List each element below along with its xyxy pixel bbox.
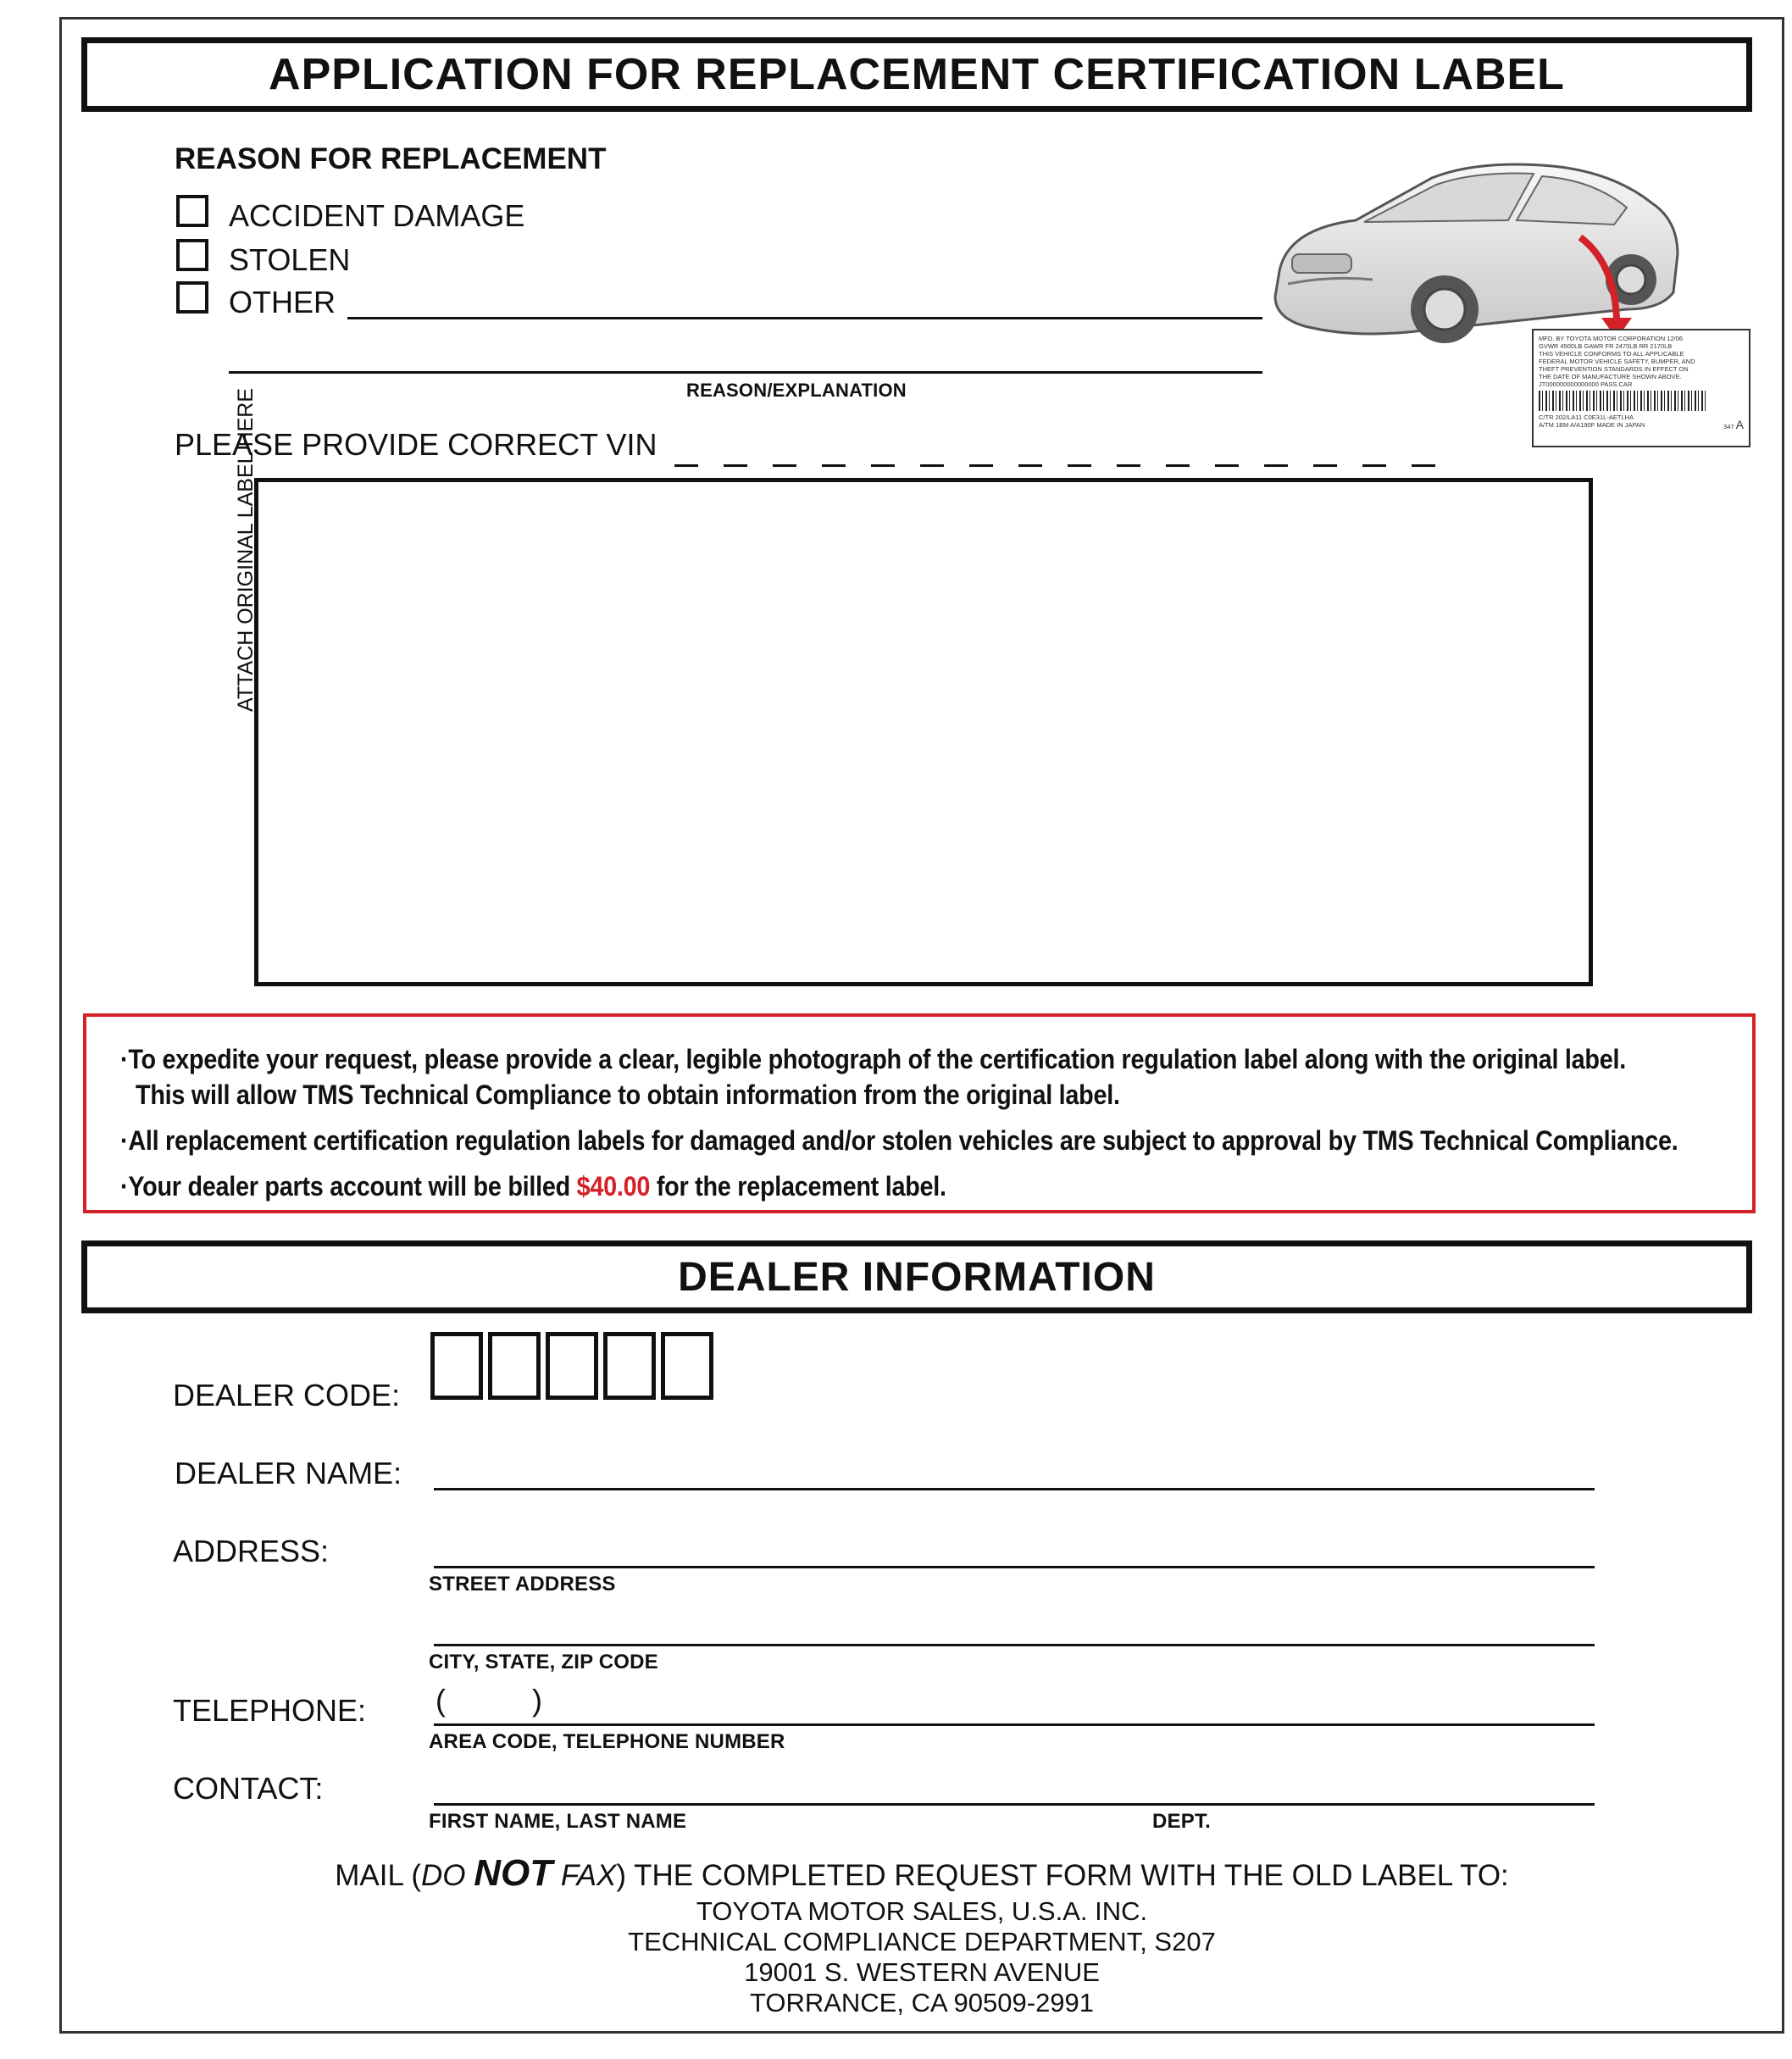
label-line: THE DATE OF MANUFACTURE SHOWN ABOVE.: [1539, 373, 1682, 380]
notice-bullet-3-post: for the replacement label.: [650, 1171, 946, 1202]
other-label: OTHER: [229, 285, 336, 319]
notice-bullet-2: ·All replacement certification regulation labels for damaged and/or stolen vehicles are subject to approval by TMS Technical Compliance.: [120, 1125, 1678, 1156]
street-address-caption: STREET ADDRESS: [429, 1573, 616, 1596]
dealer-code-box[interactable]: [603, 1332, 656, 1400]
contact-name-caption: FIRST NAME, LAST NAME: [429, 1810, 687, 1833]
notice-bullet-3-pre: Your dealer parts account will be billed: [128, 1171, 577, 1202]
city-state-zip-caption: CITY, STATE, ZIP CODE: [429, 1651, 658, 1673]
label-line: MFD. BY TOYOTA MOTOR CORPORATION 12/06: [1539, 335, 1684, 342]
attach-label-area[interactable]: [254, 478, 1593, 986]
vin-label: PLEASE PROVIDE CORRECT VIN: [175, 427, 657, 462]
mail-instruction: [59, 1852, 1784, 1895]
form-title: APPLICATION FOR REPLACEMENT CERTIFICATION LABEL: [269, 50, 1565, 99]
notice-bullet-1-line-2: This will allow TMS Technical Compliance to obtain information from the original label.: [136, 1079, 1120, 1110]
mail-pre: MAIL (: [335, 1859, 421, 1892]
phone-paren-close: ): [532, 1683, 542, 1718]
dealer-code-boxes[interactable]: [430, 1332, 718, 1404]
mail-fax: FAX: [560, 1859, 617, 1892]
label-footer-right: A/TM 1BM A/A190F MADE IN JAPAN: [1539, 421, 1645, 429]
street-address-line[interactable]: [434, 1566, 1595, 1568]
label-code-small: 347: [1723, 423, 1734, 430]
mailing-address-line: 19001 S. WESTERN AVENUE: [744, 1957, 1100, 1987]
dealer-code-label: DEALER CODE:: [173, 1378, 401, 1412]
telephone-caption: AREA CODE, TELEPHONE NUMBER: [429, 1730, 785, 1753]
dealer-title: DEALER INFORMATION: [678, 1254, 1156, 1300]
dealer-name-line[interactable]: [434, 1488, 1595, 1490]
notice-bullet-2-text: All replacement certification regulation labels for damaged and/or stolen vehicles are subject to approval by TMS Technical Compliance.: [128, 1125, 1678, 1156]
dealer-code-box[interactable]: [661, 1332, 713, 1400]
address-label: ADDRESS:: [173, 1534, 330, 1568]
dealer-title-bar: [81, 1240, 1752, 1313]
other-checkbox[interactable]: [176, 281, 208, 314]
mailing-address: [59, 1896, 1784, 2018]
label-line: JT000000000000000 PASS.CAR: [1539, 380, 1633, 388]
dealer-code-box[interactable]: [430, 1332, 483, 1400]
mail-post: ) THE COMPLETED REQUEST FORM WITH THE OLD LABEL TO:: [616, 1859, 1509, 1892]
notice-bullet-1b: [136, 1079, 1229, 1111]
dept-caption: DEPT.: [1152, 1810, 1212, 1833]
phone-paren-open: (: [436, 1683, 446, 1718]
explanation-caption: REASON/EXPLANATION: [686, 380, 907, 401]
notice-bullet-3: ·Your dealer parts account will be billed $40.00 for the replacement label.: [120, 1171, 946, 1202]
label-line: GVWR 4500LB GAWR FR 2470LB RR 2170LB: [1539, 342, 1673, 350]
dealer-name-label: DEALER NAME:: [175, 1456, 402, 1490]
label-footer-left: C/TR 202/LA11 C0E31L-AETLHA: [1539, 413, 1634, 421]
accident-damage-label: ACCIDENT DAMAGE: [229, 198, 525, 233]
form-title-bar: [81, 37, 1752, 112]
other-reason-line[interactable]: [347, 317, 1262, 319]
mailing-address-line: TORRANCE, CA 90509-2991: [749, 1988, 1095, 2017]
dealer-code-box[interactable]: [488, 1332, 541, 1400]
mail-do: DO: [421, 1859, 466, 1892]
mail-not: NOT: [474, 1852, 553, 1894]
stolen-checkbox[interactable]: [176, 239, 208, 271]
notice-bullet-1-line-1: To expedite your request, please provide a clear, legible photograph of the certification regulation label along with the original label.: [128, 1044, 1626, 1074]
dealer-code-box[interactable]: [546, 1332, 598, 1400]
city-state-zip-line[interactable]: [434, 1644, 1595, 1646]
stolen-label: STOLEN: [229, 242, 351, 277]
mailing-address-line: TOYOTA MOTOR SALES, U.S.A. INC.: [696, 1896, 1148, 1926]
mailing-address-line: TECHNICAL COMPLIANCE DEPARTMENT, S207: [628, 1927, 1216, 1956]
telephone-label: TELEPHONE:: [173, 1693, 367, 1728]
label-line: THEFT PREVENTION STANDARDS IN EFFECT ON: [1539, 365, 1689, 373]
certification-label-sample: [1532, 329, 1750, 447]
accident-damage-checkbox[interactable]: [176, 195, 208, 227]
notice-bullet-1: ·To expedite your request, please provide a clear, legible photograph of the certification regulation label along with the original label.: [120, 1044, 1626, 1074]
explanation-line[interactable]: [229, 371, 1262, 374]
notice-box: [83, 1013, 1756, 1213]
barcode: [1539, 391, 1708, 411]
contact-label: CONTACT:: [173, 1771, 324, 1806]
label-line: THIS VEHICLE CONFORMS TO ALL APPLICABLE: [1539, 350, 1684, 358]
replacement-price: $40.00: [576, 1171, 651, 1202]
label-line: FEDERAL MOTOR VEHICLE SAFETY, BUMPER, AND: [1539, 358, 1695, 365]
label-code: A: [1735, 418, 1744, 431]
contact-line[interactable]: [434, 1803, 1595, 1806]
reason-heading: REASON FOR REPLACEMENT: [175, 142, 607, 175]
telephone-line[interactable]: [434, 1723, 1595, 1726]
